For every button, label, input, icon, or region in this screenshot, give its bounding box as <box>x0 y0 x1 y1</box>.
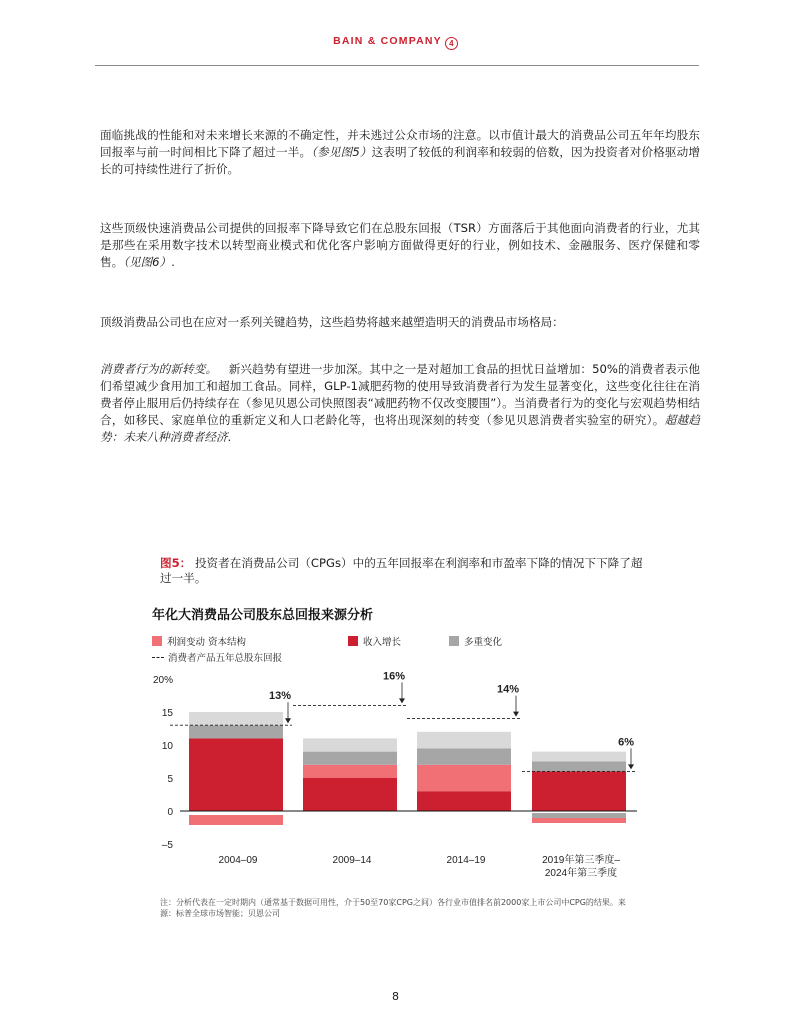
bar-multiple <box>303 752 397 765</box>
p4-lead: 消费者行为的新转变。 <box>100 362 218 376</box>
brand-name: BAIN & COMPANY <box>333 35 442 47</box>
x-tick-label: 2019年第三季度– <box>542 855 620 866</box>
tsr-arrowhead <box>628 764 634 769</box>
legend-dash-icon <box>152 657 164 658</box>
tsr-arrowhead <box>399 698 405 703</box>
legend-multiple <box>449 634 502 648</box>
y-tick-label: 0 <box>167 807 173 818</box>
legend-swatch-multiple <box>449 636 459 646</box>
tsr-arrowhead <box>513 712 519 717</box>
bar-margin <box>417 765 511 791</box>
y-tick-label: 10 <box>161 741 173 752</box>
paragraph-3: 顶级消费品公司也在应对一系列关键趋势，这些趋势将越来越塑造明天的消费品市场格局： <box>100 315 564 329</box>
tsr-arrowhead <box>285 718 291 723</box>
p4-report-link[interactable]: 超越趋势：未来八种消费者经济 <box>100 413 700 444</box>
y-tick-label: –5 <box>161 840 173 851</box>
bar-multiple <box>417 748 511 765</box>
p4-text: 新兴趋势有望进一步加深。其中之一是对超加工食品的担忧日益增加：50%的消费者表示他们希望减少食用加工和超加工食品。同样，GLP-1减肥药物的使用导致消费者行为发生显著变化，这些变化往往在消费者停止服用后仍持续存在（参见贝恩公司快照图表“减肥药物不仅改变腰围”）。当消费者行为的变化与宏观趋势相结合，如移民、家庭单位的重新定义和人口老龄化等，也将出现深刻的转变（参见贝恩消费者实验室的研究）。 <box>100 362 700 427</box>
bar-multiple <box>189 725 283 738</box>
figure-caption-text: 投资者在消费品公司（CPGs）中的五年回报率在利润率和市盈率下降的情况下下降了超过一半。 <box>160 556 643 585</box>
x-tick-label: 2004–09 <box>218 855 258 866</box>
brand-mark-icon: 4 <box>445 37 458 50</box>
page-number: 8 <box>392 990 399 1003</box>
legend-label-margin: 利润变动 资本结构 <box>167 637 247 648</box>
p4-text-end: . <box>227 430 232 444</box>
tsr-label: 14% <box>496 683 519 696</box>
bar-revenue <box>532 771 626 811</box>
tsr-bar-chart <box>140 668 640 883</box>
p1-text-end: 这表明了较低的利润率和较弱的倍数，因为投资者对价格驱动增长的可持续性进行了折价。 <box>100 145 700 176</box>
chart-title: 年化大消费品公司股东总回报来源分析 <box>152 608 374 623</box>
tsr-label: 13% <box>268 690 291 703</box>
y-tick-label: 15 <box>161 708 173 719</box>
paragraph-4 <box>100 361 700 446</box>
legend-revenue <box>348 634 401 648</box>
x-tick-label: 2024年第三季度 <box>544 868 618 879</box>
x-tick-label: 2014–19 <box>446 855 486 866</box>
x-tick-label: 2009–14 <box>332 855 372 866</box>
p1-figure-ref: （参见图5） <box>311 145 372 159</box>
legend-label-revenue: 收入增长 <box>363 637 402 648</box>
p1-text: 面临挑战的性能和对未来增长来源的不确定性，并未逃过公众市场的注意。以市值计最大的消费品公司五年年均股东回报率与前一时间相比下降了超过一半。 <box>100 128 700 159</box>
bar-margin <box>303 765 397 778</box>
brand-logo <box>0 35 791 50</box>
legend-swatch-revenue <box>348 636 358 646</box>
legend-label-tsr: 消费者产品五年总股东回报 <box>168 653 283 664</box>
figure-note: 注：分析代表在一定时期内（通常基于数据可用性，介于50至70家CPG之间）各行业市值排名前2000家上市公司中CPG的结果。来源：标普全球市场智能；贝恩公司 <box>160 898 626 918</box>
bar-revenue <box>303 778 397 811</box>
header-divider <box>95 65 699 66</box>
bar-margin-negative <box>189 815 283 825</box>
y-tick-label: 20% <box>152 675 173 686</box>
y-tick-label: 5 <box>167 774 173 785</box>
p2-text: 这些顶级快速消费品公司提供的回报率下降导致它们在总股东回报（TSR）方面落后于其他面向消费者的行业，尤其是那些在采用数字技术以转型商业模式和优化客户影响方面做得更好的行业，例如技术、金融服务、医疗保健和零售。 <box>100 221 700 269</box>
figure-number: 图5： <box>160 556 192 570</box>
legend-swatch-margin <box>152 636 162 646</box>
bar-revenue <box>189 738 283 811</box>
legend-label-multiple: 多重变化 <box>464 637 503 648</box>
bar-multiple-light <box>303 738 397 751</box>
legend-margin <box>152 634 246 648</box>
p2-figure-ref: （见图6） <box>123 255 172 269</box>
bar-multiple-light <box>417 732 511 749</box>
tsr-label: 6% <box>618 736 634 749</box>
paragraph-2 <box>100 220 700 271</box>
bar-margin-negative <box>532 818 626 823</box>
paragraph-1 <box>100 127 700 178</box>
bar-revenue <box>417 791 511 811</box>
bar-multiple <box>532 762 626 772</box>
bar-multiple-negative <box>532 813 626 818</box>
figure-caption <box>160 556 650 586</box>
tsr-label: 16% <box>382 670 405 683</box>
p2-text-end: . <box>171 255 175 269</box>
legend-tsr <box>152 650 282 664</box>
bar-multiple-light <box>189 712 283 725</box>
bar-multiple-light <box>532 752 626 762</box>
